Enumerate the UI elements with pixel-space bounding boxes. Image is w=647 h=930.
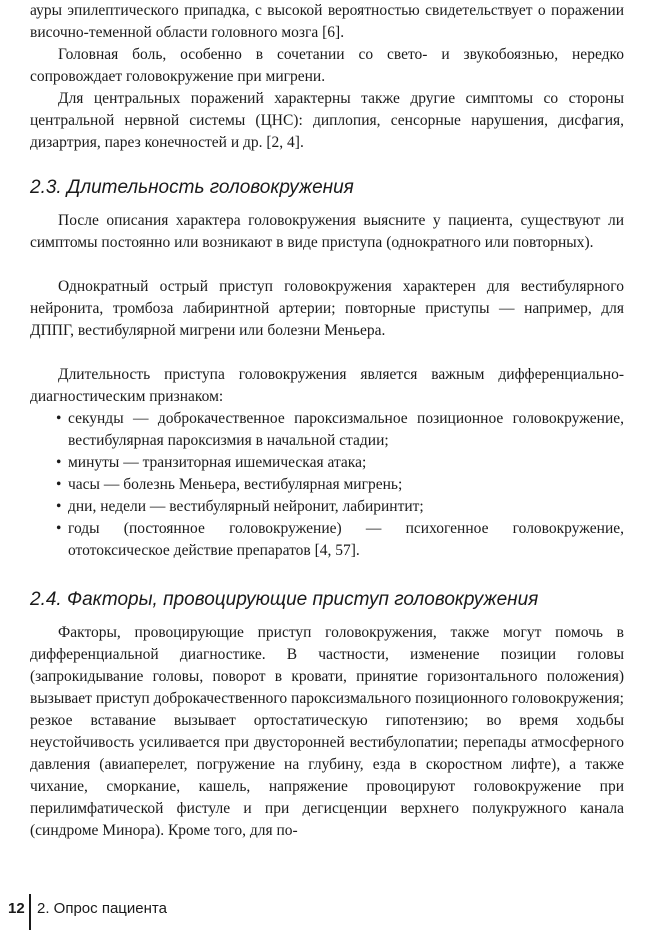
paragraph-provoking-factors: Факторы, провоцирующие приступ головокружения, также могут помочь в дифференциальной диагностике. В частности, изменение позиции головы (запрокидывание головы, поворот в кровати, принятие горизонтального положения) вызывает приступ доброкачественного пароксизмального позиционного головокружения; резкое вставание вызывает ортостатическую гипотензию; во время ходьбы неустойчивость усиливается при двусторонней вестибулопатии; перепады атмосферного давления (авиаперелет, погружение на глубину, езда в скоростном лифте), а также чихание, сморкание, кашель, напряжение провоцируют головокружение при перилимфатической фистуле и при дегисценции верхнего полукружного канала (синдроме Минора). Кроме того, для по-	[30, 624, 624, 839]
list-item: • годы (постоянное головокружение) — психогенное головокружение, ототоксическое действие препаратов [4, 57].	[56, 520, 624, 559]
duration-list	[30, 408, 624, 562]
list-item: • часы — болезнь Меньера, вестибулярная мигрень;	[30, 474, 624, 496]
list-item: • минуты — транзиторная ишемическая атака;	[30, 452, 624, 474]
paragraph-single-attack: Однократный острый приступ головокружения характерен для вестибулярного нейронита, тромбоза лабиринтной артерии; повторные приступы — например, для ДППГ, вестибулярной мигрени или болезни Меньера.	[30, 278, 624, 339]
page-number: 12	[8, 900, 25, 917]
section-heading-2-4: 2.4. Факторы, провоцирующие приступ головокружения	[30, 589, 539, 610]
bullet-icon: •	[56, 520, 62, 537]
continued-paragraph: ауры эпилептического припадка, с высокой вероятностью свидетельствует о поражении височно-теменной области головного мозга [6].	[30, 2, 624, 41]
page-footer	[0, 888, 647, 930]
paragraph-headache: Головная боль, особенно в сочетании со свето- и звукобоязнью, нередко сопровождает головокружение при мигрени.	[30, 46, 624, 85]
paragraph-duration-sign: Длительность приступа головокружения является важным дифференциально-диагностическим признаком:	[30, 366, 624, 405]
list-item: • дни, недели — вестибулярный нейронит, лабиринтит;	[30, 496, 624, 518]
bullet-icon: •	[56, 498, 62, 515]
paragraph-duration-intro: После описания характера головокружения выясните у пациента, существуют ли симптомы постоянно или возникают в виде приступа (однократного или повторных).	[30, 212, 624, 251]
bullet-icon: •	[56, 410, 62, 427]
running-chapter-title: 2. Опрос пациента	[37, 900, 167, 917]
bullet-icon: •	[56, 476, 62, 493]
bullet-icon: •	[56, 454, 62, 471]
paragraph-cns-symptoms: Для центральных поражений характерны также другие симптомы со стороны центральной нервной системы (ЦНС): диплопия, сенсорные нарушения, дисфагия, дизартрия, парез конечностей и др. [2, 4].	[30, 90, 624, 151]
footer-divider	[29, 894, 31, 930]
list-item: • секунды — доброкачественное пароксизмальное позиционное головокружение, вестибулярная пароксизмия в начальной стадии;	[56, 410, 624, 449]
section-heading-2-3: 2.3. Длительность головокружения	[30, 177, 354, 198]
